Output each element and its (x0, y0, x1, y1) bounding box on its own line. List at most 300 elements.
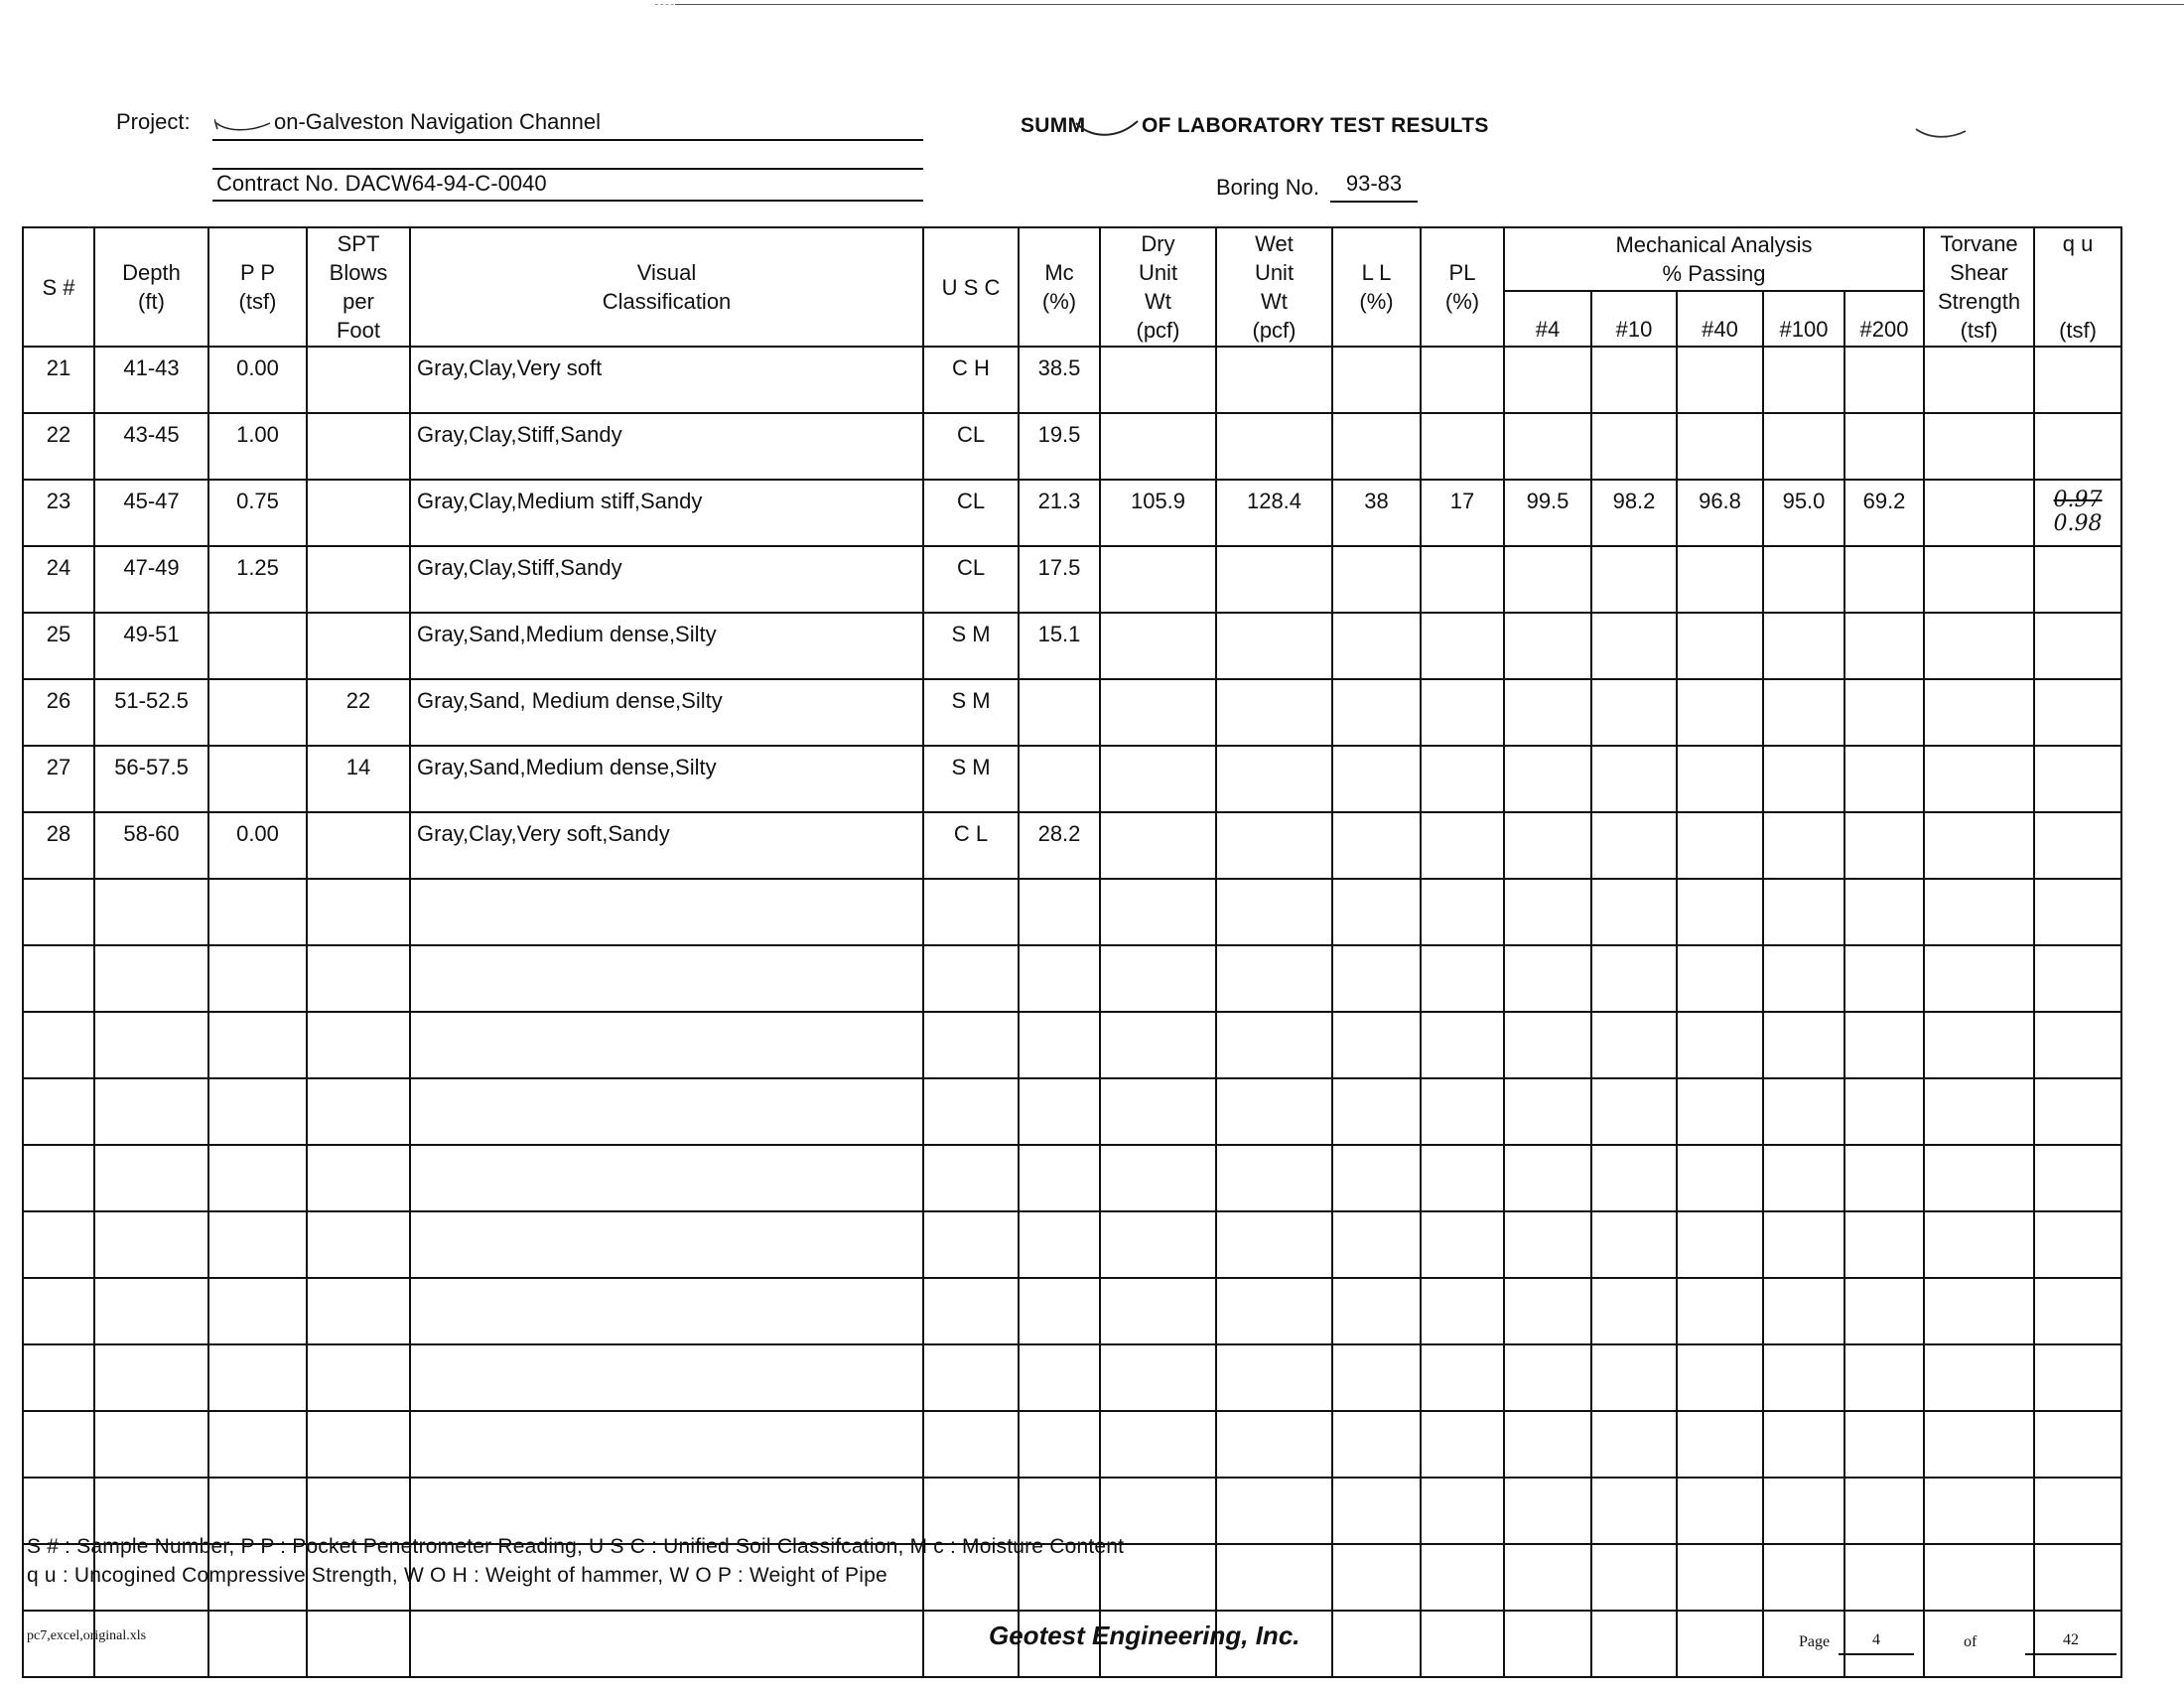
cell-depth (94, 1411, 208, 1478)
cell-sieve-4 (1504, 1344, 1591, 1411)
cell-torvane (1924, 679, 2034, 746)
cell-pl (1421, 1478, 1504, 1544)
table-row (23, 1478, 2121, 1544)
cell-dry-unit-wt (1100, 1012, 1216, 1078)
cell-sieve-100 (1763, 1145, 1844, 1211)
cell-depth (94, 1344, 208, 1411)
cell-sieve-100 (1763, 945, 1844, 1012)
scan-smudge-icon (214, 117, 274, 133)
cell-sieve-10 (1591, 1411, 1677, 1478)
cell-usc: S M (923, 679, 1019, 746)
cell-sieve-100 (1763, 413, 1844, 480)
cell-qu (2034, 746, 2121, 812)
cell-spt (307, 1411, 410, 1478)
cell-wet-unit-wt (1216, 546, 1332, 613)
cell-spt (307, 879, 410, 945)
cell-sieve-10: 98.2 (1591, 480, 1677, 546)
col-mc: Mc (%) (1019, 227, 1100, 347)
cell-mc (1019, 1211, 1100, 1278)
cell-ll (1332, 347, 1421, 413)
cell-sieve-10 (1591, 1544, 1677, 1611)
cell-wet-unit-wt (1216, 1544, 1332, 1611)
cell-sample (23, 1344, 94, 1411)
cell-sieve-10 (1591, 812, 1677, 879)
cell-sieve-10 (1591, 679, 1677, 746)
cell-pp (208, 1012, 307, 1078)
cell-qu (2034, 347, 2121, 413)
cell-pp (208, 1478, 307, 1544)
cell-torvane (1924, 1278, 2034, 1344)
cell-dry-unit-wt (1100, 1478, 1216, 1544)
cell-spt (307, 546, 410, 613)
cell-ll (1332, 413, 1421, 480)
cell-mc: 21.3 (1019, 480, 1100, 546)
cell-sample: 22 (23, 413, 94, 480)
cell-depth: 43-45 (94, 413, 208, 480)
col-torvane: Torvane Shear Strength (tsf) (1924, 227, 2034, 347)
cell-sieve-40 (1677, 879, 1763, 945)
cell-dry-unit-wt (1100, 746, 1216, 812)
col-usc: U S C (923, 227, 1019, 347)
table-row (23, 1078, 2121, 1145)
cell-sieve-4 (1504, 1278, 1591, 1344)
cell-torvane (1924, 812, 2034, 879)
cell-usc (923, 1012, 1019, 1078)
cell-sieve-10 (1591, 879, 1677, 945)
report-title-left: SUMM (1021, 114, 1086, 137)
cell-torvane (1924, 546, 2034, 613)
legend-line-2: q u : Uncogined Compressive Strength, W O H : Weight of hammer, W O P : Weight of Pipe (27, 1564, 887, 1587)
cell-qu (2034, 945, 2121, 1012)
legend-line-1: S # : Sample Number, P P : Pocket Penetrometer Reading, U S C : Unified Soil Classifcation, M c : Moisture Content (27, 1535, 1125, 1558)
cell-sieve-10 (1591, 1478, 1677, 1544)
file-name: pc7,excel,original.xls (27, 1628, 147, 1643)
cell-visual: Gray,Clay,Very soft (410, 347, 923, 413)
cell-ll (1332, 1478, 1421, 1544)
cell-wet-unit-wt (1216, 746, 1332, 812)
cell-sample (23, 1478, 94, 1544)
cell-sample: 27 (23, 746, 94, 812)
project-name: on-Galveston Navigation Channel (274, 109, 601, 134)
cell-sieve-4 (1504, 679, 1591, 746)
cell-wet-unit-wt (1216, 1478, 1332, 1544)
lab-results-table (22, 226, 2122, 1678)
cell-sieve-200 (1844, 1344, 1924, 1411)
cell-qu (2034, 413, 2121, 480)
cell-sieve-100 (1763, 879, 1844, 945)
cell-pl (1421, 746, 1504, 812)
col-pl: PL (%) (1421, 227, 1504, 347)
cell-pp: 0.00 (208, 812, 307, 879)
cell-ll (1332, 746, 1421, 812)
cell-sieve-4 (1504, 1211, 1591, 1278)
scan-smudge-icon (1914, 125, 1968, 143)
cell-sieve-4 (1504, 1145, 1591, 1211)
cell-pl (1421, 1145, 1504, 1211)
cell-mc (1019, 679, 1100, 746)
cell-sieve-40 (1677, 1145, 1763, 1211)
cell-usc (923, 1411, 1019, 1478)
cell-sieve-40 (1677, 546, 1763, 613)
table-row (23, 812, 2121, 879)
cell-dry-unit-wt (1100, 1078, 1216, 1145)
cell-sieve-40 (1677, 1078, 1763, 1145)
cell-pp (208, 1078, 307, 1145)
cell-depth (94, 1478, 208, 1544)
cell-sieve-10 (1591, 1211, 1677, 1278)
cell-sample (23, 1078, 94, 1145)
boring-label: Boring No. (1216, 175, 1319, 200)
cell-mc: 17.5 (1019, 546, 1100, 613)
cell-sieve-40 (1677, 1478, 1763, 1544)
cell-visual (410, 1078, 923, 1145)
cell-depth: 56-57.5 (94, 746, 208, 812)
cell-mc (1019, 1145, 1100, 1211)
cell-sieve-4 (1504, 812, 1591, 879)
table-row (23, 546, 2121, 613)
cell-sieve-200 (1844, 1544, 1924, 1611)
col-sieve-100: #100 (1763, 291, 1844, 347)
cell-wet-unit-wt (1216, 879, 1332, 945)
cell-sample (23, 1411, 94, 1478)
cell-usc: S M (923, 746, 1019, 812)
cell-dry-unit-wt (1100, 879, 1216, 945)
cell-torvane (1924, 1078, 2034, 1145)
cell-sieve-200 (1844, 945, 1924, 1012)
col-depth: Depth (ft) (94, 227, 208, 347)
cell-torvane (1924, 480, 2034, 546)
cell-sieve-10 (1591, 347, 1677, 413)
cell-sieve-100 (1763, 347, 1844, 413)
cell-sieve-100 (1763, 746, 1844, 812)
col-pp: P P (tsf) (208, 227, 307, 347)
cell-sieve-200 (1844, 679, 1924, 746)
col-ll: L L (%) (1332, 227, 1421, 347)
cell-sieve-40 (1677, 746, 1763, 812)
cell-torvane (1924, 1544, 2034, 1611)
cell-ll (1332, 1544, 1421, 1611)
cell-sieve-100 (1763, 1478, 1844, 1544)
cell-visual (410, 1344, 923, 1411)
qu-struck-value: 0.97 (2053, 488, 2103, 512)
table-row (23, 879, 2121, 945)
cell-sieve-4 (1504, 879, 1591, 945)
cell-spt (307, 413, 410, 480)
cell-qu (2034, 679, 2121, 746)
col-sieve-40: #40 (1677, 291, 1763, 347)
cell-sieve-4 (1504, 347, 1591, 413)
cell-pl (1421, 1411, 1504, 1478)
cell-pp: 0.00 (208, 347, 307, 413)
cell-pl (1421, 679, 1504, 746)
cell-depth: 58-60 (94, 812, 208, 879)
cell-sieve-200 (1844, 1411, 1924, 1478)
col-sample: S # (23, 227, 94, 347)
cell-sieve-4 (1504, 413, 1591, 480)
cell-pl (1421, 879, 1504, 945)
cell-sieve-40: 96.8 (1677, 480, 1763, 546)
table-row (23, 347, 2121, 413)
cell-depth (94, 1012, 208, 1078)
cell-spt (307, 1012, 410, 1078)
table-row (23, 1145, 2121, 1211)
cell-sieve-40 (1677, 1278, 1763, 1344)
cell-qu (2034, 879, 2121, 945)
col-sieve-4: #4 (1504, 291, 1591, 347)
cell-depth: 41-43 (94, 347, 208, 413)
cell-ll (1332, 1211, 1421, 1278)
cell-sieve-40 (1677, 613, 1763, 679)
cell-mc: 28.2 (1019, 812, 1100, 879)
total-pages: 42 (2025, 1631, 2116, 1655)
cell-pl (1421, 1344, 1504, 1411)
cell-sieve-4 (1504, 1544, 1591, 1611)
cell-ll (1332, 945, 1421, 1012)
cell-usc (923, 1145, 1019, 1211)
cell-pp (208, 1411, 307, 1478)
cell-pp (208, 679, 307, 746)
cell-depth (94, 1278, 208, 1344)
cell-visual (410, 1411, 923, 1478)
cell-ll (1332, 1611, 1421, 1677)
cell-torvane (1924, 613, 2034, 679)
cell-depth (94, 1145, 208, 1211)
cell-ll (1332, 1078, 1421, 1145)
col-wet-unit-wt: Wet Unit Wt (pcf) (1216, 227, 1332, 347)
cell-visual (410, 1611, 923, 1677)
table-row (23, 1012, 2121, 1078)
cell-mc (1019, 945, 1100, 1012)
cell-sieve-200 (1844, 879, 1924, 945)
cell-sieve-10 (1591, 746, 1677, 812)
cell-depth: 47-49 (94, 546, 208, 613)
cell-wet-unit-wt (1216, 1211, 1332, 1278)
cell-sample (23, 879, 94, 945)
cell-wet-unit-wt (1216, 613, 1332, 679)
col-visual: Visual Classification (410, 227, 923, 347)
cell-sieve-200 (1844, 1478, 1924, 1544)
table-row (23, 1278, 2121, 1344)
cell-sample: 23 (23, 480, 94, 546)
cell-spt (307, 1278, 410, 1344)
cell-sieve-100: 95.0 (1763, 480, 1844, 546)
cell-sieve-100 (1763, 1544, 1844, 1611)
cell-visual: Gray,Sand,Medium dense,Silty (410, 613, 923, 679)
cell-sieve-100 (1763, 1078, 1844, 1145)
cell-mc: 15.1 (1019, 613, 1100, 679)
cell-dry-unit-wt (1100, 347, 1216, 413)
cell-sieve-4 (1504, 1078, 1591, 1145)
cell-usc (923, 945, 1019, 1012)
cell-ll (1332, 613, 1421, 679)
table-row (23, 1211, 2121, 1278)
cell-sieve-40 (1677, 1411, 1763, 1478)
cell-sample (23, 1278, 94, 1344)
cell-sieve-100 (1763, 613, 1844, 679)
cell-usc (923, 1211, 1019, 1278)
cell-ll (1332, 1411, 1421, 1478)
cell-pl (1421, 1544, 1504, 1611)
cell-torvane (1924, 879, 2034, 945)
cell-mc (1019, 879, 1100, 945)
cell-pp (208, 613, 307, 679)
cell-ll (1332, 1278, 1421, 1344)
cell-visual (410, 1211, 923, 1278)
cell-torvane (1924, 1411, 2034, 1478)
cell-pl (1421, 1611, 1504, 1677)
cell-sieve-40 (1677, 1544, 1763, 1611)
cell-depth (94, 1211, 208, 1278)
cell-dry-unit-wt (1100, 546, 1216, 613)
cell-usc: CL (923, 480, 1019, 546)
cell-usc: C L (923, 812, 1019, 879)
cell-depth: 49-51 (94, 613, 208, 679)
cell-usc (923, 1478, 1019, 1544)
cell-wet-unit-wt (1216, 1411, 1332, 1478)
cell-qu (2034, 1012, 2121, 1078)
cell-sieve-10 (1591, 1278, 1677, 1344)
cell-sieve-4: 99.5 (1504, 480, 1591, 546)
cell-sieve-100 (1763, 546, 1844, 613)
cell-pp (208, 746, 307, 812)
cell-torvane (1924, 1211, 2034, 1278)
table-row (23, 1344, 2121, 1411)
cell-pl (1421, 1078, 1504, 1145)
cell-sieve-200 (1844, 812, 1924, 879)
cell-torvane (1924, 1012, 2034, 1078)
cell-visual: Gray,Clay,Stiff,Sandy (410, 546, 923, 613)
cell-sieve-10 (1591, 1145, 1677, 1211)
cell-pp: 0.75 (208, 480, 307, 546)
of-label: of (1964, 1633, 1978, 1650)
cell-dry-unit-wt (1100, 413, 1216, 480)
table-row (23, 1411, 2121, 1478)
cell-mc: 19.5 (1019, 413, 1100, 480)
cell-sieve-40 (1677, 945, 1763, 1012)
cell-torvane (1924, 1344, 2034, 1411)
cell-visual (410, 945, 923, 1012)
cell-depth: 51-52.5 (94, 679, 208, 746)
cell-pp (208, 1211, 307, 1278)
cell-ll (1332, 1344, 1421, 1411)
cell-sieve-200: 69.2 (1844, 480, 1924, 546)
cell-wet-unit-wt (1216, 1012, 1332, 1078)
cell-qu (2034, 812, 2121, 879)
report-title: OF LABORATORY TEST RESULTS (1142, 114, 1489, 137)
cell-sieve-100 (1763, 1344, 1844, 1411)
company-name: Geotest Engineering, Inc. (989, 1621, 1300, 1650)
cell-sample (23, 1211, 94, 1278)
cell-sieve-40 (1677, 679, 1763, 746)
cell-sieve-40 (1677, 1211, 1763, 1278)
cell-pl (1421, 1211, 1504, 1278)
cell-visual: Gray,Clay,Medium stiff,Sandy (410, 480, 923, 546)
cell-usc: CL (923, 546, 1019, 613)
cell-ll (1332, 679, 1421, 746)
cell-sieve-200 (1844, 1145, 1924, 1211)
cell-spt (307, 347, 410, 413)
contract-number: Contract No. DACW64-94-C-0040 (216, 171, 547, 196)
cell-mc: 38.5 (1019, 347, 1100, 413)
cell-qu (2034, 480, 2121, 546)
cell-sieve-100 (1763, 679, 1844, 746)
cell-sieve-4 (1504, 1012, 1591, 1078)
cell-dry-unit-wt (1100, 1211, 1216, 1278)
cell-visual (410, 879, 923, 945)
cell-sieve-200 (1844, 1278, 1924, 1344)
cell-sieve-40 (1677, 1611, 1763, 1677)
cell-ll: 38 (1332, 480, 1421, 546)
project-name-field (212, 107, 923, 141)
cell-torvane (1924, 1478, 2034, 1544)
cell-pp: 1.25 (208, 546, 307, 613)
cell-qu (2034, 1145, 2121, 1211)
cell-pp (208, 1145, 307, 1211)
cell-spt (307, 1211, 410, 1278)
cell-depth (94, 945, 208, 1012)
cell-dry-unit-wt (1100, 945, 1216, 1012)
cell-sieve-200 (1844, 546, 1924, 613)
cell-depth (94, 1078, 208, 1145)
cell-mc (1019, 1411, 1100, 1478)
cell-wet-unit-wt (1216, 1078, 1332, 1145)
cell-pl (1421, 1012, 1504, 1078)
cell-visual: Gray,Sand, Medium dense,Silty (410, 679, 923, 746)
table-row (23, 413, 2121, 480)
cell-usc (923, 879, 1019, 945)
cell-spt (307, 1145, 410, 1211)
cell-dry-unit-wt (1100, 1145, 1216, 1211)
cell-sample: 25 (23, 613, 94, 679)
cell-sieve-4 (1504, 1478, 1591, 1544)
cell-pp (208, 1611, 307, 1677)
cell-spt: 22 (307, 679, 410, 746)
cell-pp (208, 879, 307, 945)
contract-field (212, 170, 923, 202)
cell-qu (2034, 613, 2121, 679)
handwritten-qu (2035, 489, 2120, 536)
cell-sieve-40 (1677, 347, 1763, 413)
cell-dry-unit-wt (1100, 812, 1216, 879)
col-dry-unit-wt: Dry Unit Wt (pcf) (1100, 227, 1216, 347)
cell-ll (1332, 812, 1421, 879)
table-row (23, 613, 2121, 679)
cell-sieve-200 (1844, 347, 1924, 413)
cell-sieve-40 (1677, 812, 1763, 879)
cell-pl (1421, 812, 1504, 879)
scan-smudge-icon (1074, 117, 1140, 139)
cell-wet-unit-wt: 128.4 (1216, 480, 1332, 546)
cell-visual: Gray,Sand,Medium dense,Silty (410, 746, 923, 812)
cell-qu (2034, 1078, 2121, 1145)
cell-dry-unit-wt (1100, 1344, 1216, 1411)
cell-sample: 26 (23, 679, 94, 746)
cell-qu (2034, 1344, 2121, 1411)
cell-dry-unit-wt (1100, 1278, 1216, 1344)
cell-spt (307, 1344, 410, 1411)
cell-spt (307, 1078, 410, 1145)
cell-depth (94, 879, 208, 945)
cell-pl (1421, 413, 1504, 480)
scan-edge-line (675, 4, 2184, 5)
table-row (23, 746, 2121, 812)
cell-sieve-100 (1763, 1211, 1844, 1278)
cell-spt (307, 613, 410, 679)
cell-sieve-40 (1677, 1344, 1763, 1411)
cell-wet-unit-wt (1216, 945, 1332, 1012)
table-row (23, 945, 2121, 1012)
col-sieve-10: #10 (1591, 291, 1677, 347)
